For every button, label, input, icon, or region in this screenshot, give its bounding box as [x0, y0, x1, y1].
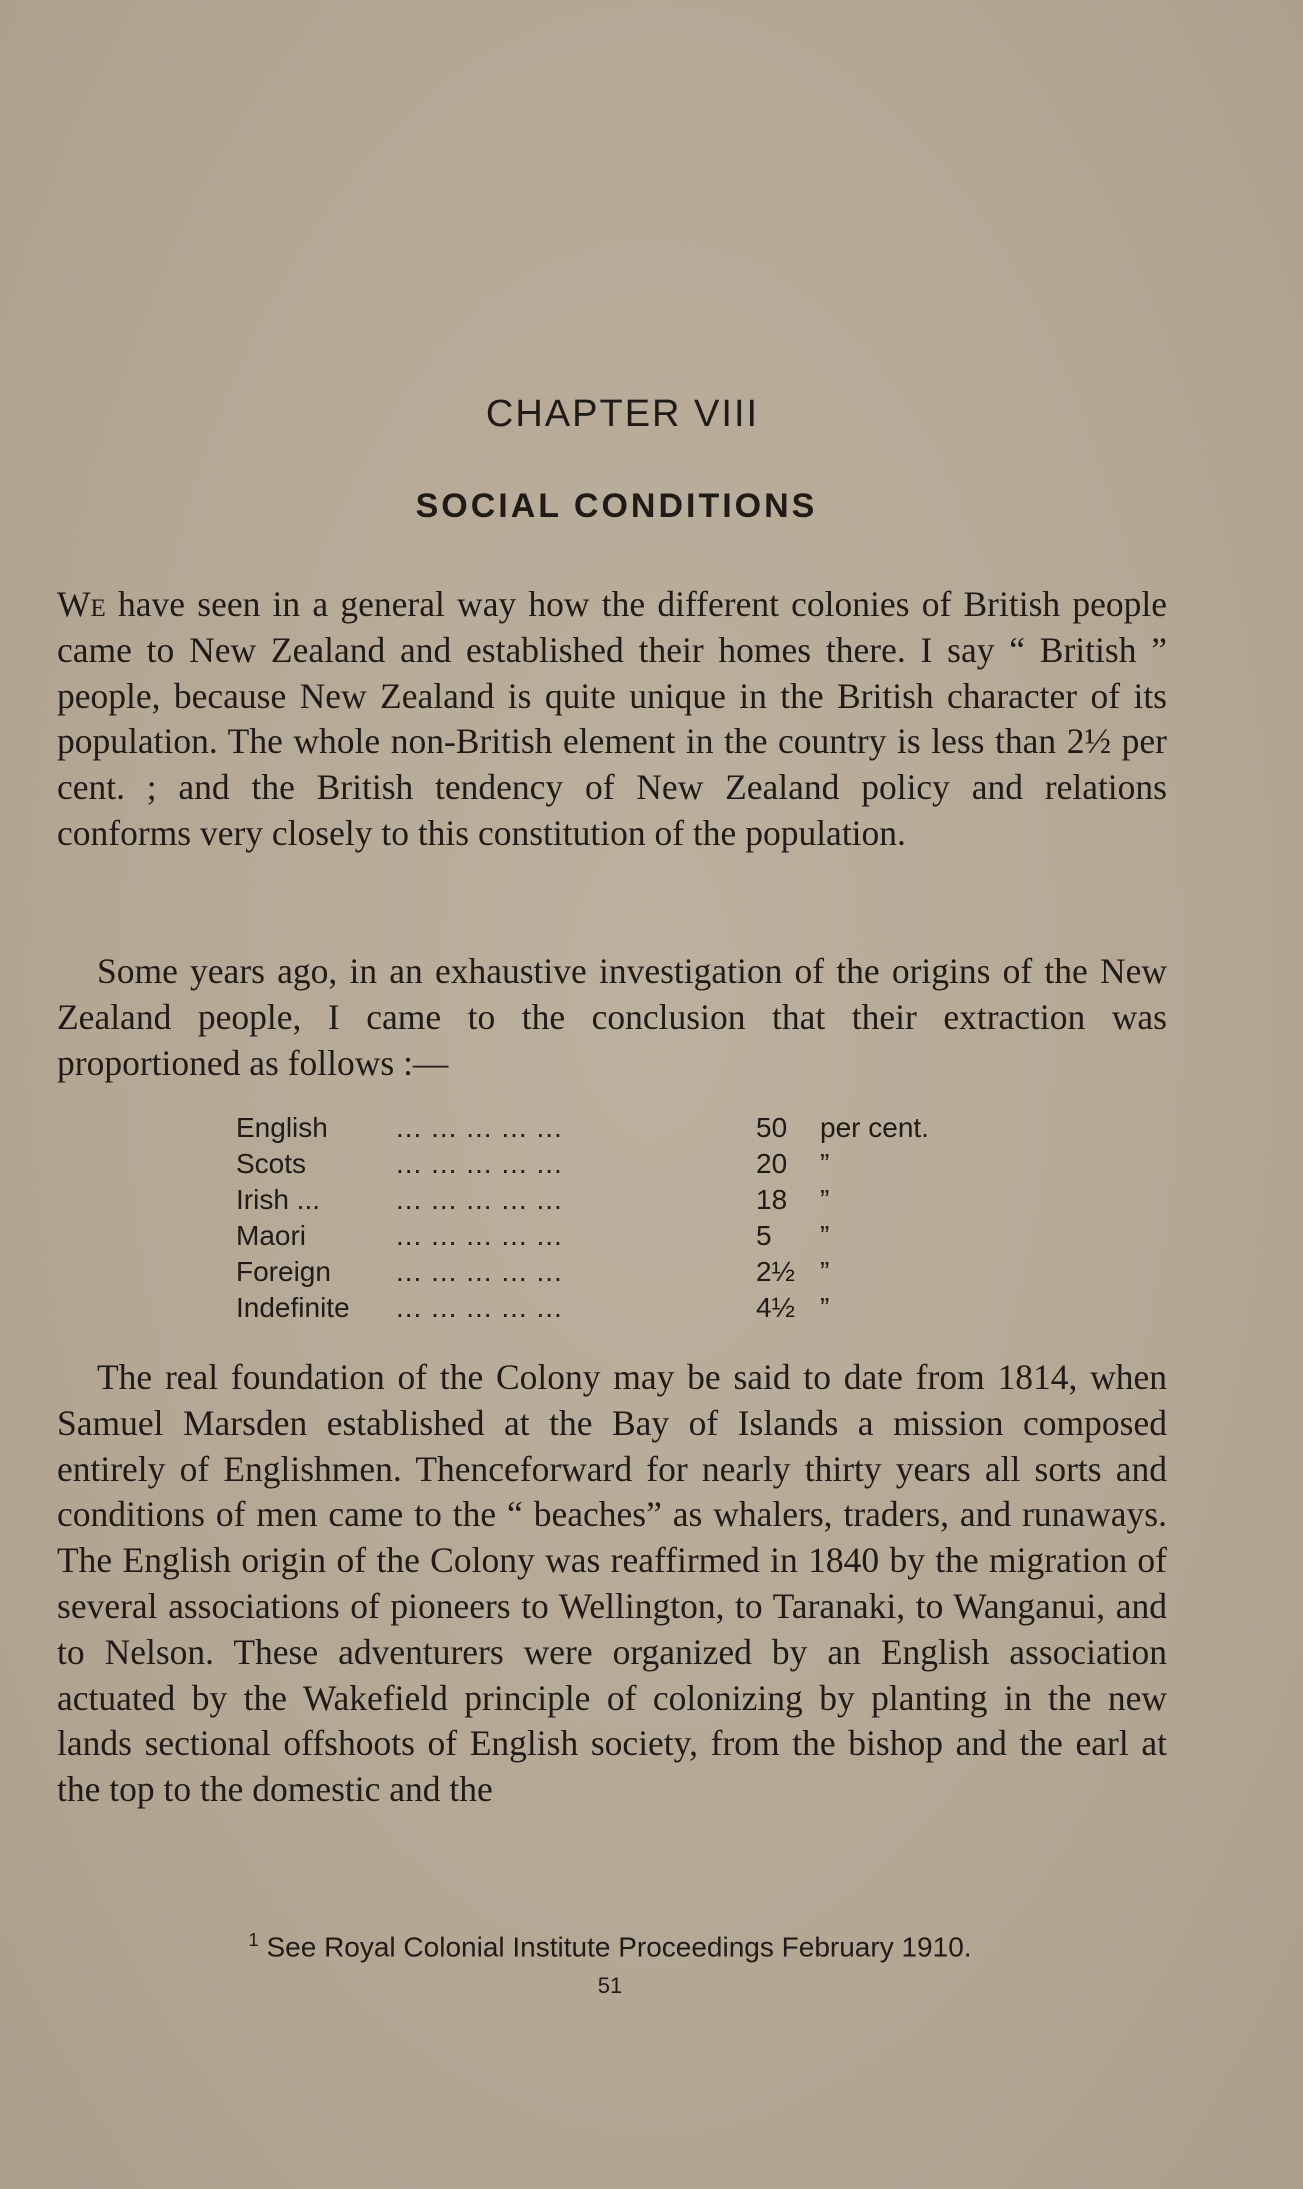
- origin-name: Indefinite: [236, 1292, 350, 1323]
- leader-dots: ... ... ... ... ...: [396, 1220, 563, 1251]
- page-number: 51: [597, 1973, 623, 1998]
- leader-dots: ... ... ... ... ...: [396, 1184, 563, 1215]
- table-row: [236, 1218, 1016, 1254]
- origin-name: Scots: [236, 1148, 307, 1179]
- paragraph-1-text: have seen in a general way how the different colonies of British people came to New Zealand and established their homes there. I say “ British ” people, because New Zealand is quite unique in the British character of its population. The whole non-British element in the country is less than 2½ per cent. ; and the British tendency of New Zealand policy and relations conforms very closely to this constitution of the population.: [57, 584, 1167, 853]
- origin-unit: per cent.: [820, 1112, 929, 1143]
- table-row: [236, 1254, 1016, 1290]
- paragraph-1-opening-word: We: [57, 584, 106, 624]
- paragraph-2: [57, 949, 1167, 1086]
- origin-percent: 5: [756, 1220, 772, 1251]
- origin-name: English: [236, 1112, 328, 1143]
- footnote: [0, 1930, 1220, 1963]
- paragraph-2-text: Some years ago, in an exhaustive investigation of the origins of the New Zealand people, I came to the conclusion that their extraction was proportioned as follows :—: [57, 951, 1167, 1083]
- origin-name: Maori: [236, 1220, 307, 1251]
- table-row: [236, 1290, 1016, 1326]
- paragraph-1: [57, 582, 1167, 857]
- origin-percent: 50: [756, 1112, 788, 1143]
- leader-dots: ... ... ... ... ...: [396, 1112, 563, 1143]
- origin-unit: ”: [820, 1220, 830, 1251]
- origin-percent: 2½: [756, 1256, 795, 1287]
- origin-unit: ”: [820, 1256, 830, 1287]
- origin-unit: ”: [820, 1148, 830, 1179]
- extraction-table: [236, 1110, 1016, 1326]
- footnote-mark: 1: [248, 1930, 259, 1950]
- table-row: [236, 1146, 1016, 1182]
- chapter-title: SOCIAL CONDITIONS: [415, 487, 818, 525]
- leader-dots: ... ... ... ... ...: [396, 1148, 563, 1179]
- origin-name: Foreign: [236, 1256, 331, 1287]
- origin-name: Irish ...: [236, 1184, 321, 1215]
- leader-dots: ... ... ... ... ...: [396, 1292, 563, 1323]
- origin-unit: ”: [820, 1292, 830, 1323]
- table-row: [236, 1182, 1016, 1218]
- origin-percent: 4½: [756, 1292, 795, 1323]
- paragraph-3-text: The real foundation of the Colony may be said to date from 1814, when Samuel Marsden established at the Bay of Islands a mission composed entirely of Englishmen. Thenceforward for nearly thirty years all sorts and conditions of men came to the “ beaches” as whalers, traders, and runaways. The English origin of the Colony was reaffirmed in 1840 by the migration of several associations of pioneers to Wellington, to Taranaki, to Wanganui, and to Nelson. These adventurers were organized by an English association actuated by the Wakefield principle of colonizing by planting in the new lands sectional offshoots of English society, from the bishop and the earl at the top to the domestic and the: [57, 1357, 1167, 1810]
- footnote-text: See Royal Colonial Institute Proceedings February 1910.: [266, 1931, 972, 1963]
- leader-dots: ... ... ... ... ...: [396, 1256, 563, 1287]
- origin-percent: 20: [756, 1148, 788, 1179]
- chapter-heading: CHAPTER VIII: [485, 393, 760, 435]
- paragraph-3: [57, 1355, 1167, 1813]
- origin-unit: ”: [820, 1184, 830, 1215]
- origin-percent: 18: [756, 1184, 788, 1215]
- table-row: [236, 1110, 1016, 1146]
